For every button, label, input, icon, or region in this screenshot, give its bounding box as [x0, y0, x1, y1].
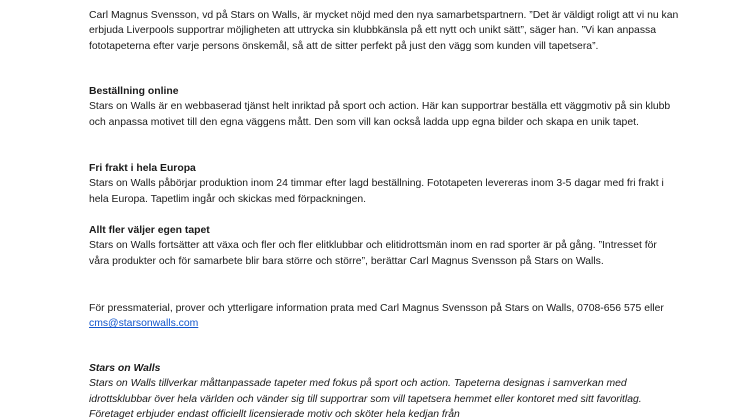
ordering-heading: Beställning online	[89, 86, 179, 97]
growth-paragraph: Stars on Walls fortsätter att växa och fler och fler elitklubbar och elitidrottsmän inom en rad sporter är på gång. ”Intresset för våra produkter och för samarbete blir bara större och större”, berättar Carl Magnus Svensson på Stars on Walls.	[89, 240, 657, 267]
press-section	[89, 301, 679, 332]
shipping-paragraph: Stars on Walls påbörjar produktion inom 24 timmar efter lagd beställning. Fototapeten levereras inom 3-5 dagar med fri frakt i hela Europa. Tapetlim ingår och skickas med förpackningen.	[89, 178, 664, 205]
intro-paragraph: Carl Magnus Svensson, vd på Stars on Walls, är mycket nöjd med den nya samarbetspartnern. ”Det är väldigt roligt att vi nu kan erbjuda Liverpools supportrar möjligheten att uttrycka sin klubbkänsla på ett nytt och unikt sätt”, säger han. ”Vi kan anpassa fototapeterna efter varje persons önskemål, så att de sitter perfekt på just den vägg som kunden vill tapetsera”.	[89, 10, 679, 52]
growth-heading: Allt fler väljer egen tapet	[89, 225, 210, 236]
about-paragraph: Stars on Walls tillverkar måttanpassade tapeter med fokus på sport och action. Tapeterna designas i samverkan med idrottsklubbar över hela världen och vänder sig till supportrar som vill tapetsera hemmet eller kontoret med sitt favoritlag. Företaget erbjuder endast officiellt licensierade motiv och sköter hela kedjan från	[89, 378, 642, 419]
ordering-section	[89, 84, 679, 130]
shipping-heading: Fri frakt i hela Europa	[89, 163, 196, 174]
shipping-section	[89, 161, 679, 207]
contact-email-link[interactable]: cms@starsonwalls.com	[89, 318, 199, 330]
about-heading: Stars on Walls	[89, 363, 161, 374]
growth-section	[89, 223, 679, 269]
press-text: För pressmaterial, prover och ytterligare information prata med Carl Magnus Svensson på Stars on Walls, 0708-656 575 eller	[89, 303, 664, 314]
press-paragraph	[89, 301, 679, 332]
about-section	[89, 361, 679, 419]
ordering-paragraph: Stars on Walls är en webbaserad tjänst helt inriktad på sport och action. Här kan supportrar beställa ett väggmotiv på sin klubb och anpassa motivet till den egna väggens mått. Den som vill kan också ladda upp egna bilder och skapa en unik tapet.	[89, 101, 671, 128]
intro-section	[89, 8, 679, 54]
